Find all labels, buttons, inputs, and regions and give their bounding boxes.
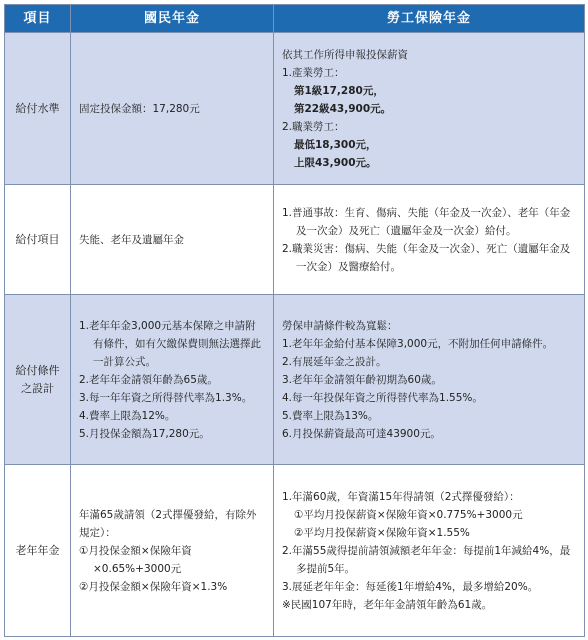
- row-label-line: 之設計: [21, 381, 54, 395]
- header-item: 項目: [5, 5, 71, 33]
- row-label: 老年年金: [5, 465, 71, 637]
- national-cell: [71, 295, 274, 465]
- row-label: [5, 295, 71, 465]
- table-row-benefit-items: [5, 185, 585, 295]
- cell-text: 2.老年年金請領年齡為65歲。: [79, 373, 218, 386]
- cell-text: 1.年滿60歲，年資滿15年得請領（2式擇優發給）：: [282, 490, 520, 503]
- labor-cell: [274, 33, 585, 185]
- cell-text: 2.年滿55歲得提前請領減額老年年金：每提前1年減給4%，最多提前5年。: [282, 544, 571, 575]
- row-label: 給付項目: [5, 185, 71, 295]
- national-cell: [71, 465, 274, 637]
- cell-text: 5.月投保金額為17,280元。: [79, 427, 210, 440]
- cell-text: 上限43,900元。: [294, 156, 377, 169]
- table-row-old-age-pension: [5, 465, 585, 637]
- header-labor-insurance-pension: 勞工保險年金: [274, 5, 585, 33]
- cell-text: 6.月投保薪資最高可達43900元。: [282, 427, 441, 440]
- cell-text: 4.費率上限為12%。: [79, 409, 176, 422]
- cell-text: 固定投保金額：17,280元: [79, 102, 200, 115]
- labor-cell: [274, 185, 585, 295]
- labor-cell: [274, 295, 585, 465]
- cell-text: 2.有展延年金之設計。: [282, 355, 387, 368]
- cell-text: 1.老年年金給付基本保障3,000元，不附加任何申請條件。: [282, 337, 554, 350]
- cell-text: 最低18,300元，: [294, 138, 377, 151]
- table-header-row: [5, 5, 585, 33]
- row-label: 給付水準: [5, 33, 71, 185]
- cell-text: 依其工作所得申報投保薪資: [282, 48, 408, 61]
- comparison-table: [4, 4, 585, 637]
- labor-cell: [274, 465, 585, 637]
- cell-text: ②平均月投保薪資×保險年資×1.55%: [294, 526, 470, 539]
- cell-text: 1.普通事故：生育、傷病、失能（年金及一次金）、老年（年金及一次金）及死亡（遺屬年金及一次金）給付。: [282, 206, 571, 237]
- cell-text: 2.職業勞工：: [282, 120, 345, 133]
- cell-text: 1.產業勞工：: [282, 66, 345, 79]
- cell-text: 年滿65歲請領（2式擇優發給，有除外規定）：: [79, 508, 257, 539]
- cell-text: ※民國107年時，老年年金請領年齡為61歲。: [282, 598, 493, 611]
- cell-text: 第22級43,900元。: [294, 102, 392, 115]
- cell-text: ②月投保金額×保險年資×1.3%: [79, 580, 228, 593]
- cell-text: 勞保申請條件較為寬鬆：: [282, 319, 398, 332]
- cell-text: 4.每一年投保年資之所得替代率為1.55%。: [282, 391, 483, 404]
- cell-text: ①月投保金額×保險年資×0.65%+3000元: [79, 544, 192, 575]
- cell-text: 3.展延老年年金：每延後1年增給4%，最多增給20%。: [282, 580, 539, 593]
- table-row-benefit-level: [5, 33, 585, 185]
- cell-text: 3.老年年金請領年齡初期為60歲。: [282, 373, 442, 386]
- national-cell: [71, 185, 274, 295]
- cell-text: 1.老年年金3,000元基本保障之申請附有條件，如有欠繳保費則無法選擇此一計算公式。: [79, 319, 261, 368]
- cell-text: 失能、老年及遺屬年金: [79, 233, 184, 246]
- cell-text: ①平均月投保薪資×保險年資×0.775%+3000元: [294, 508, 523, 521]
- table-row-benefit-design: [5, 295, 585, 465]
- cell-text: 第1級17,280元，: [294, 84, 384, 97]
- row-label-line: 給付條件: [15, 363, 60, 377]
- header-national-pension: 國民年金: [71, 5, 274, 33]
- cell-text: 5.費率上限為13%。: [282, 409, 379, 422]
- national-cell: [71, 33, 274, 185]
- cell-text: 2.職業災害：傷病、失能（年金及一次金）、死亡（遺屬年金及一次金）及醫療給付。: [282, 242, 571, 273]
- cell-text: 3.每一年年資之所得替代率為1.3%。: [79, 391, 253, 404]
